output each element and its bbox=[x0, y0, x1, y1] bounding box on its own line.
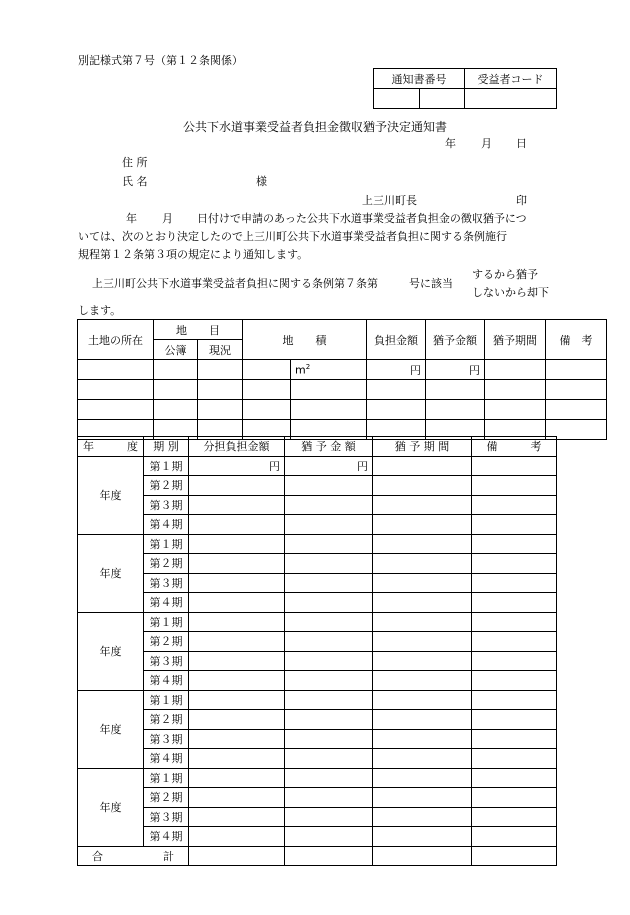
land-row bbox=[78, 360, 607, 380]
document-title: 公共下水道事業受益者負担金徴収猶予決定通知書 bbox=[183, 120, 448, 134]
installment-label: 第４期 bbox=[144, 515, 189, 535]
period-row bbox=[78, 827, 557, 847]
form-number: 別記様式第７号（第１２条関係） bbox=[78, 54, 243, 67]
deferral-period-cell[interactable] bbox=[373, 593, 472, 613]
remarks-cell[interactable] bbox=[472, 729, 557, 749]
fiscal-year-cell[interactable]: 年度 bbox=[78, 456, 144, 534]
col-deferral-period: 猶 予 期 間 bbox=[373, 437, 472, 457]
deferred-amount-cell[interactable] bbox=[285, 749, 373, 769]
period-row bbox=[78, 612, 557, 632]
deferral-period-cell[interactable] bbox=[373, 495, 472, 515]
installment-label: 第４期 bbox=[144, 671, 189, 691]
installment-label: 第３期 bbox=[144, 495, 189, 515]
installment-label: 第２期 bbox=[144, 710, 189, 730]
body-line-2: いては、次のとおり決定したので上三川町公共下水道事業受益者負担に関する条例施行 bbox=[78, 230, 507, 243]
remarks-cell[interactable] bbox=[472, 612, 557, 632]
share-amount-cell[interactable] bbox=[189, 768, 285, 788]
period-row bbox=[78, 690, 557, 710]
col-actual: 現況 bbox=[198, 340, 243, 360]
deferred-unit[interactable]: 円 bbox=[426, 360, 485, 380]
share-amount-cell[interactable] bbox=[189, 573, 285, 593]
deferred-amount-cell[interactable] bbox=[285, 554, 373, 574]
share-amount-cell[interactable] bbox=[189, 671, 285, 691]
deferred-amount-cell[interactable] bbox=[285, 827, 373, 847]
date-day: 日 bbox=[516, 137, 527, 150]
deferred-amount-cell[interactable] bbox=[285, 593, 373, 613]
deferral-period-cell[interactable] bbox=[373, 456, 472, 476]
share-amount-cell[interactable] bbox=[189, 554, 285, 574]
installment-label: 第３期 bbox=[144, 729, 189, 749]
deferred-amount-cell[interactable] bbox=[285, 729, 373, 749]
period-row bbox=[78, 593, 557, 613]
period-row bbox=[78, 573, 557, 593]
deferred-amount-cell[interactable]: 円 bbox=[285, 456, 373, 476]
honorific: 様 bbox=[256, 175, 267, 188]
share-amount-cell[interactable] bbox=[189, 612, 285, 632]
deferral-period-cell[interactable] bbox=[373, 710, 472, 730]
installment-label: 第１期 bbox=[144, 768, 189, 788]
land-table bbox=[77, 319, 607, 440]
deferred-amount-cell[interactable] bbox=[285, 788, 373, 808]
period-row bbox=[78, 515, 557, 535]
remarks-cell[interactable] bbox=[472, 807, 557, 827]
period-row bbox=[78, 788, 557, 808]
total-label: 合 計 bbox=[78, 846, 189, 866]
option-defer: するから猶予 bbox=[472, 268, 538, 281]
option-reject: しないから却下 bbox=[472, 286, 549, 299]
notice-number-cell[interactable] bbox=[374, 89, 465, 109]
period-row bbox=[78, 710, 557, 730]
deferral-period-cell[interactable] bbox=[373, 807, 472, 827]
share-amount-cell[interactable] bbox=[189, 788, 285, 808]
deferred-amount-cell[interactable] bbox=[285, 807, 373, 827]
period-row bbox=[78, 456, 557, 476]
remarks-cell[interactable] bbox=[472, 573, 557, 593]
remarks-cell[interactable] bbox=[472, 593, 557, 613]
col-area: 地 積 bbox=[243, 320, 367, 360]
period-row bbox=[78, 729, 557, 749]
remarks-cell[interactable] bbox=[472, 690, 557, 710]
deferred-amount-cell[interactable] bbox=[285, 534, 373, 554]
share-amount-cell[interactable] bbox=[189, 476, 285, 496]
deferred-amount-cell[interactable] bbox=[285, 612, 373, 632]
col-share: 分担負担金額 bbox=[189, 437, 285, 457]
period-row bbox=[78, 476, 557, 496]
deferral-period-cell[interactable] bbox=[373, 573, 472, 593]
installment-label: 第１期 bbox=[144, 690, 189, 710]
share-amount-cell[interactable] bbox=[189, 710, 285, 730]
deferral-period-cell[interactable] bbox=[373, 749, 472, 769]
remarks-cell[interactable] bbox=[472, 671, 557, 691]
notice-code-table bbox=[373, 68, 557, 109]
deferral-period-cell[interactable] bbox=[373, 534, 472, 554]
issuer-name: 上三川町長 bbox=[362, 194, 417, 207]
deferred-amount-cell[interactable] bbox=[285, 495, 373, 515]
charge-unit[interactable]: 円 bbox=[367, 360, 426, 380]
installment-label: 第２期 bbox=[144, 788, 189, 808]
share-amount-cell[interactable]: 円 bbox=[189, 456, 285, 476]
share-amount-cell[interactable] bbox=[189, 593, 285, 613]
deferred-amount-cell[interactable] bbox=[285, 476, 373, 496]
share-amount-cell[interactable] bbox=[189, 807, 285, 827]
body-year: 年 bbox=[126, 212, 137, 225]
issuer-seal: 印 bbox=[516, 194, 527, 207]
period-row bbox=[78, 749, 557, 769]
col-fiscal-year: 年 度 bbox=[78, 437, 144, 457]
share-amount-cell[interactable] bbox=[189, 827, 285, 847]
remarks-cell[interactable] bbox=[472, 554, 557, 574]
installment-label: 第１期 bbox=[144, 534, 189, 554]
body-line-4: 上三川町公共下水道事業受益者負担に関する条例第７条第 bbox=[92, 277, 378, 290]
fiscal-year-cell[interactable]: 年度 bbox=[78, 612, 144, 690]
installment-label: 第２期 bbox=[144, 632, 189, 652]
installment-label: 第１期 bbox=[144, 612, 189, 632]
col-charge: 負担金額 bbox=[367, 320, 426, 360]
share-amount-cell[interactable] bbox=[189, 651, 285, 671]
date-month: 月 bbox=[481, 137, 492, 150]
notice-number-label: 通知書番号 bbox=[374, 69, 465, 89]
col-deferred: 猶予金額 bbox=[426, 320, 485, 360]
date-year: 年 bbox=[445, 137, 456, 150]
deferral-period-cell[interactable] bbox=[373, 554, 472, 574]
share-amount-cell[interactable] bbox=[189, 515, 285, 535]
col-register: 公簿 bbox=[154, 340, 198, 360]
remarks-cell[interactable] bbox=[472, 827, 557, 847]
remarks-cell[interactable] bbox=[472, 710, 557, 730]
deferral-period-cell[interactable] bbox=[373, 671, 472, 691]
deferred-amount-cell[interactable] bbox=[285, 768, 373, 788]
installment-label: 第２期 bbox=[144, 476, 189, 496]
remarks-cell[interactable] bbox=[472, 768, 557, 788]
period-row bbox=[78, 495, 557, 515]
installment-label: 第３期 bbox=[144, 573, 189, 593]
beneficiary-code-cell[interactable] bbox=[465, 89, 557, 109]
deferral-period-cell[interactable] bbox=[373, 827, 472, 847]
period-row bbox=[78, 807, 557, 827]
col-period: 猶予期間 bbox=[485, 320, 546, 360]
deferral-period-cell[interactable] bbox=[373, 476, 472, 496]
installment-label: 第４期 bbox=[144, 593, 189, 613]
period-row bbox=[78, 671, 557, 691]
col-land-category: 地 目 bbox=[154, 320, 243, 340]
period-row bbox=[78, 768, 557, 788]
col-deferred-amount: 猶 予 金 額 bbox=[285, 437, 373, 457]
installment-label: 第４期 bbox=[144, 749, 189, 769]
share-amount-cell[interactable] bbox=[189, 690, 285, 710]
installment-label: 第２期 bbox=[144, 554, 189, 574]
remarks-cell[interactable] bbox=[472, 788, 557, 808]
installment-label: 第３期 bbox=[144, 807, 189, 827]
share-amount-cell[interactable] bbox=[189, 729, 285, 749]
col-location: 土地の所在 bbox=[78, 320, 154, 360]
deferred-amount-cell[interactable] bbox=[285, 632, 373, 652]
remarks-cell[interactable] bbox=[472, 632, 557, 652]
installment-label: 第１期 bbox=[144, 456, 189, 476]
deferral-period-cell[interactable] bbox=[373, 515, 472, 535]
beneficiary-code-label: 受益者コード bbox=[465, 69, 557, 89]
col-installment: 期 別 bbox=[144, 437, 189, 457]
fiscal-year-cell[interactable]: 年度 bbox=[78, 768, 144, 846]
share-amount-cell[interactable] bbox=[189, 632, 285, 652]
body-line-3: 規程第１２条第３項の規定により通知します。 bbox=[78, 248, 309, 261]
share-amount-cell[interactable] bbox=[189, 495, 285, 515]
deferral-period-cell[interactable] bbox=[373, 788, 472, 808]
fiscal-year-cell[interactable]: 年度 bbox=[78, 534, 144, 612]
period-table bbox=[77, 436, 557, 866]
deferral-period-cell[interactable] bbox=[373, 690, 472, 710]
deferred-amount-cell[interactable] bbox=[285, 710, 373, 730]
name-label: 氏 名 bbox=[122, 175, 148, 188]
period-row bbox=[78, 651, 557, 671]
address-label: 住 所 bbox=[122, 156, 148, 169]
deferral-period-cell[interactable] bbox=[373, 632, 472, 652]
installment-label: 第４期 bbox=[144, 827, 189, 847]
deferral-period-cell[interactable] bbox=[373, 768, 472, 788]
deferred-amount-cell[interactable] bbox=[285, 573, 373, 593]
share-amount-cell[interactable] bbox=[189, 534, 285, 554]
period-row bbox=[78, 554, 557, 574]
remarks-cell[interactable] bbox=[472, 495, 557, 515]
deferred-amount-cell[interactable] bbox=[285, 651, 373, 671]
remarks-cell[interactable] bbox=[472, 476, 557, 496]
deferral-period-cell[interactable] bbox=[373, 612, 472, 632]
body-line-5: します。 bbox=[78, 304, 122, 317]
remarks-cell[interactable] bbox=[472, 651, 557, 671]
period-row bbox=[78, 534, 557, 554]
body-month: 月 bbox=[162, 212, 173, 225]
remarks-cell[interactable] bbox=[472, 534, 557, 554]
remarks-cell[interactable] bbox=[472, 456, 557, 476]
period-row bbox=[78, 632, 557, 652]
installment-label: 第３期 bbox=[144, 651, 189, 671]
col-remarks: 備 考 bbox=[472, 437, 557, 457]
total-row bbox=[78, 846, 557, 866]
land-row bbox=[78, 400, 607, 420]
deferral-period-cell[interactable] bbox=[373, 729, 472, 749]
body-line-1: 日付けで申請のあった公共下水道事業受益者負担金の徴収猶予につ bbox=[197, 212, 527, 225]
area-unit[interactable]: $m^2$ bbox=[291, 360, 367, 380]
deferred-amount-cell[interactable] bbox=[285, 690, 373, 710]
remarks-cell[interactable] bbox=[472, 515, 557, 535]
deferred-amount-cell[interactable] bbox=[285, 671, 373, 691]
body-line-4-suffix: 号に該当 bbox=[409, 277, 453, 290]
deferral-period-cell[interactable] bbox=[373, 651, 472, 671]
remarks-cell[interactable] bbox=[472, 749, 557, 769]
land-row bbox=[78, 380, 607, 400]
deferred-amount-cell[interactable] bbox=[285, 515, 373, 535]
fiscal-year-cell[interactable]: 年度 bbox=[78, 690, 144, 768]
share-amount-cell[interactable] bbox=[189, 749, 285, 769]
col-remarks: 備 考 bbox=[546, 320, 607, 360]
